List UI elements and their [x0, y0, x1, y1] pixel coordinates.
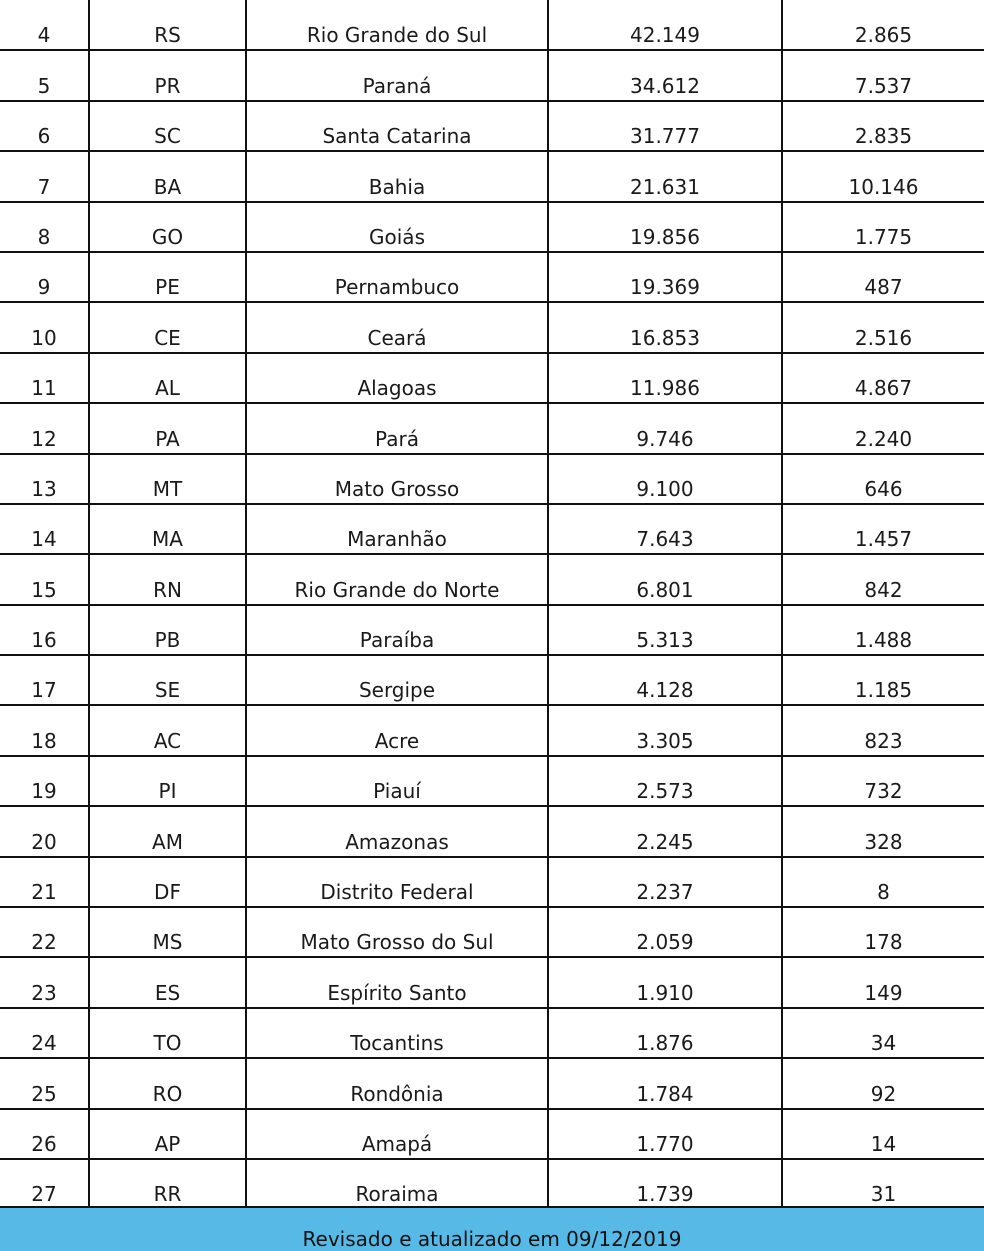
uf-cell: AM [89, 806, 246, 856]
value1-cell: 21.631 [548, 151, 782, 201]
value1-cell: 34.612 [548, 50, 782, 100]
table-row [0, 907, 984, 957]
rank-cell: 20 [0, 806, 89, 856]
table-row [0, 957, 984, 1007]
table-row [0, 554, 984, 604]
uf-cell: ES [89, 957, 246, 1007]
rank-cell: 5 [0, 50, 89, 100]
value1-cell: 31.777 [548, 101, 782, 151]
value2-cell: 149 [782, 957, 984, 1007]
state-name-cell: Rio Grande do Norte [246, 554, 548, 604]
value2-cell: 2.865 [782, 0, 984, 50]
uf-cell: SC [89, 101, 246, 151]
value2-cell: 1.185 [782, 655, 984, 705]
table-row [0, 302, 984, 352]
state-name-cell: Pará [246, 403, 548, 453]
table-row [0, 857, 984, 907]
rank-cell: 23 [0, 957, 89, 1007]
state-name-cell: Bahia [246, 151, 548, 201]
uf-cell: GO [89, 202, 246, 252]
uf-cell: RN [89, 554, 246, 604]
value2-cell: 10.146 [782, 151, 984, 201]
value2-cell: 2.835 [782, 101, 984, 151]
rank-cell: 19 [0, 756, 89, 806]
value1-cell: 1.739 [548, 1159, 782, 1209]
value2-cell: 487 [782, 252, 984, 302]
uf-cell: PR [89, 50, 246, 100]
value1-cell: 16.853 [548, 302, 782, 352]
value2-cell: 1.457 [782, 504, 984, 554]
rank-cell: 26 [0, 1109, 89, 1159]
uf-cell: AC [89, 705, 246, 755]
state-name-cell: Sergipe [246, 655, 548, 705]
state-name-cell: Mato Grosso do Sul [246, 907, 548, 957]
value1-cell: 11.986 [548, 353, 782, 403]
value2-cell: 2.240 [782, 403, 984, 453]
value1-cell: 1.784 [548, 1058, 782, 1108]
value2-cell: 92 [782, 1058, 984, 1108]
value2-cell: 8 [782, 857, 984, 907]
uf-cell: BA [89, 151, 246, 201]
uf-cell: PE [89, 252, 246, 302]
rank-cell: 8 [0, 202, 89, 252]
uf-cell: TO [89, 1008, 246, 1058]
uf-cell: RO [89, 1058, 246, 1108]
table-row [0, 0, 984, 50]
table-row [0, 101, 984, 151]
uf-cell: PB [89, 605, 246, 655]
value2-cell: 328 [782, 806, 984, 856]
rank-cell: 4 [0, 0, 89, 50]
uf-cell: RS [89, 0, 246, 50]
value1-cell: 2.573 [548, 756, 782, 806]
value2-cell: 1.488 [782, 605, 984, 655]
state-name-cell: Piauí [246, 756, 548, 806]
uf-cell: SE [89, 655, 246, 705]
state-name-cell: Roraima [246, 1159, 548, 1209]
value2-cell: 178 [782, 907, 984, 957]
value2-cell: 1.775 [782, 202, 984, 252]
rank-cell: 13 [0, 454, 89, 504]
state-name-cell: Pernambuco [246, 252, 548, 302]
uf-cell: AP [89, 1109, 246, 1159]
value1-cell: 4.128 [548, 655, 782, 705]
state-name-cell: Mato Grosso [246, 454, 548, 504]
value2-cell: 842 [782, 554, 984, 604]
rank-cell: 17 [0, 655, 89, 705]
table-row [0, 1058, 984, 1108]
state-name-cell: Goiás [246, 202, 548, 252]
footer-revision-text: Revisado e atualizado em 09/12/2019 [302, 1227, 682, 1251]
uf-cell: MA [89, 504, 246, 554]
table-row [0, 353, 984, 403]
value2-cell: 732 [782, 756, 984, 806]
rank-cell: 21 [0, 857, 89, 907]
value1-cell: 5.313 [548, 605, 782, 655]
rank-cell: 6 [0, 101, 89, 151]
table-row [0, 202, 984, 252]
value1-cell: 3.305 [548, 705, 782, 755]
table-row [0, 50, 984, 100]
value1-cell: 19.369 [548, 252, 782, 302]
rank-cell: 11 [0, 353, 89, 403]
value1-cell: 7.643 [548, 504, 782, 554]
table-row [0, 806, 984, 856]
state-name-cell: Ceará [246, 302, 548, 352]
rank-cell: 7 [0, 151, 89, 201]
value2-cell: 646 [782, 454, 984, 504]
state-name-cell: Paraíba [246, 605, 548, 655]
table-row [0, 1008, 984, 1058]
state-name-cell: Distrito Federal [246, 857, 548, 907]
table-row [0, 1109, 984, 1159]
value1-cell: 19.856 [548, 202, 782, 252]
uf-cell: RR [89, 1159, 246, 1209]
value2-cell: 823 [782, 705, 984, 755]
state-name-cell: Rio Grande do Sul [246, 0, 548, 50]
state-name-cell: Alagoas [246, 353, 548, 403]
table-row [0, 605, 984, 655]
footer-bar [0, 1206, 984, 1251]
rank-cell: 25 [0, 1058, 89, 1108]
uf-cell: DF [89, 857, 246, 907]
table-row [0, 504, 984, 554]
state-name-cell: Espírito Santo [246, 957, 548, 1007]
rank-cell: 27 [0, 1159, 89, 1209]
value1-cell: 42.149 [548, 0, 782, 50]
table-row [0, 705, 984, 755]
value2-cell: 34 [782, 1008, 984, 1058]
rank-cell: 15 [0, 554, 89, 604]
value1-cell: 9.100 [548, 454, 782, 504]
uf-cell: CE [89, 302, 246, 352]
value1-cell: 1.876 [548, 1008, 782, 1058]
value1-cell: 2.237 [548, 857, 782, 907]
uf-cell: PA [89, 403, 246, 453]
rank-cell: 24 [0, 1008, 89, 1058]
table-row [0, 655, 984, 705]
rank-cell: 16 [0, 605, 89, 655]
state-name-cell: Amazonas [246, 806, 548, 856]
value1-cell: 1.910 [548, 957, 782, 1007]
rank-cell: 14 [0, 504, 89, 554]
value2-cell: 7.537 [782, 50, 984, 100]
state-name-cell: Amapá [246, 1109, 548, 1159]
rank-cell: 18 [0, 705, 89, 755]
value1-cell: 2.245 [548, 806, 782, 856]
rank-cell: 12 [0, 403, 89, 453]
value1-cell: 9.746 [548, 403, 782, 453]
value2-cell: 14 [782, 1109, 984, 1159]
table-row [0, 151, 984, 201]
table-row [0, 252, 984, 302]
state-name-cell: Santa Catarina [246, 101, 548, 151]
state-name-cell: Maranhão [246, 504, 548, 554]
state-name-cell: Acre [246, 705, 548, 755]
uf-cell: MS [89, 907, 246, 957]
value1-cell: 6.801 [548, 554, 782, 604]
value2-cell: 31 [782, 1159, 984, 1209]
rank-cell: 22 [0, 907, 89, 957]
table-row [0, 1159, 984, 1209]
value2-cell: 2.516 [782, 302, 984, 352]
value1-cell: 1.770 [548, 1109, 782, 1159]
table-row [0, 756, 984, 806]
rank-cell: 9 [0, 252, 89, 302]
uf-cell: AL [89, 353, 246, 403]
value1-cell: 2.059 [548, 907, 782, 957]
value2-cell: 4.867 [782, 353, 984, 403]
uf-cell: MT [89, 454, 246, 504]
uf-cell: PI [89, 756, 246, 806]
state-name-cell: Rondônia [246, 1058, 548, 1108]
table-row [0, 454, 984, 504]
table-row [0, 403, 984, 453]
state-name-cell: Paraná [246, 50, 548, 100]
rank-cell: 10 [0, 302, 89, 352]
state-name-cell: Tocantins [246, 1008, 548, 1058]
